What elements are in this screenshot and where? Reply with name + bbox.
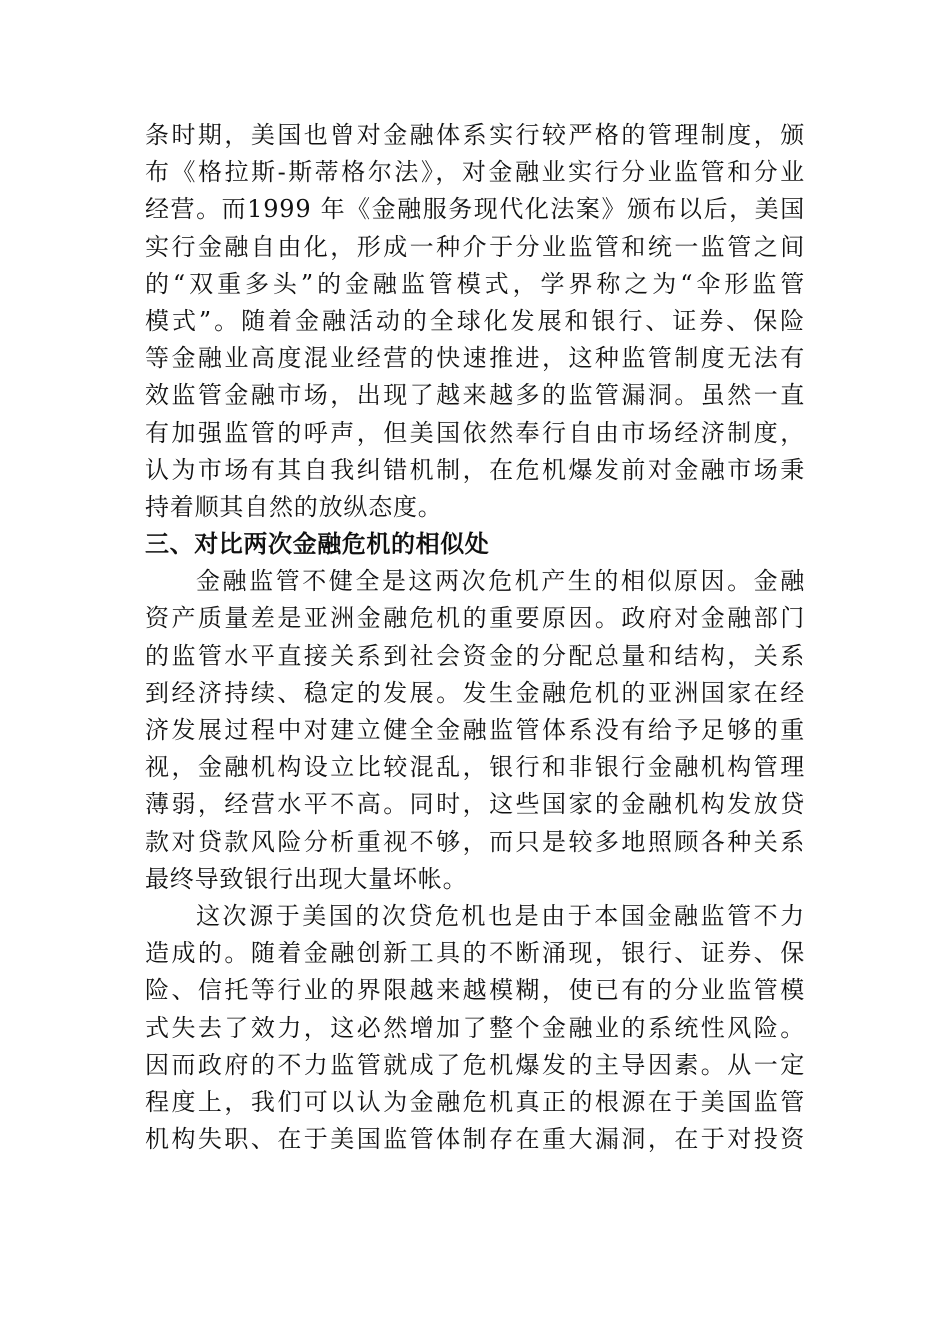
text-line: 持着顺其自然的放纵态度。 [145, 492, 443, 521]
text-line: 布《格拉斯-斯蒂格尔法》，对金融业实行分业监管和分业 [145, 158, 805, 187]
text-line: 效监管金融市场，出现了越来越多的监管漏洞。虽然一直 [145, 381, 805, 410]
text-line: 程度上，我们可以认为金融危机真正的根源在于美国监管 [145, 1087, 805, 1116]
text-line: 因而政府的不力监管就成了危机爆发的主导因素。从一定 [145, 1050, 805, 1079]
text-line: 有加强监管的呼声，但美国依然奉行自由市场经济制度， [145, 418, 805, 447]
text-line: 模式”。随着金融活动的全球化发展和银行、证券、保险 [145, 306, 805, 335]
paragraph-3 [145, 898, 805, 1158]
text-line: 等金融业高度混业经营的快速推进，这种监管制度无法有 [145, 344, 805, 373]
text-line: 险、信托等行业的界限越来越模糊，使已有的分业监管模 [145, 976, 805, 1005]
text-line: 条时期，美国也曾对金融体系实行较严格的管理制度，颁 [145, 121, 805, 149]
text-line: 机构失职、在于美国监管体制存在重大漏洞，在于对投资 [145, 1125, 805, 1154]
paragraph-2 [145, 563, 805, 898]
paragraph-1 [145, 117, 805, 526]
text-line: 济发展过程中对建立健全金融监管体系没有给予足够的重 [145, 716, 805, 744]
text-line: 薄弱，经营水平不高。同时，这些国家的金融机构发放贷 [145, 790, 805, 819]
section-heading: 三、对比两次金融危机的相似处 [145, 530, 490, 559]
text-line: 最终导致银行出现大量坏帐。 [145, 864, 468, 893]
document-page [145, 117, 805, 1158]
text-line: 经营。而1999 年《金融服务现代化法案》颁布以后，美国 [145, 195, 805, 224]
text-line: 造成的。随着金融创新工具的不断涌现，银行、证券、保 [145, 939, 805, 968]
text-line: 的“双重多头”的金融监管模式，学界称之为“伞形监管 [145, 269, 805, 298]
text-line: 式失去了效力，这必然增加了整个金融业的系统性风险。 [145, 1013, 805, 1042]
text-line: 视，金融机构设立比较混乱，银行和非银行金融机构管理 [145, 753, 805, 782]
text-line: 这次源于美国的次贷危机也是由于本国金融监管不力 [196, 901, 805, 930]
text-line: 资产质量差是亚洲金融危机的重要原因。政府对金融部门 [145, 604, 805, 633]
text-line: 金融监管不健全是这两次危机产生的相似原因。金融 [196, 567, 805, 596]
text-line: 实行金融自由化，形成一种介于分业监管和统一监管之间 [145, 232, 805, 261]
text-line: 的监管水平直接关系到社会资金的分配总量和结构，关系 [145, 641, 805, 670]
text-line: 认为市场有其自我纠错机制，在危机爆发前对金融市场秉 [145, 455, 805, 484]
text-line: 到经济持续、稳定的发展。发生金融危机的亚洲国家在经 [145, 678, 805, 707]
text-line: 款对贷款风险分析重视不够，而只是较多地照顾各种关系 [145, 827, 805, 856]
